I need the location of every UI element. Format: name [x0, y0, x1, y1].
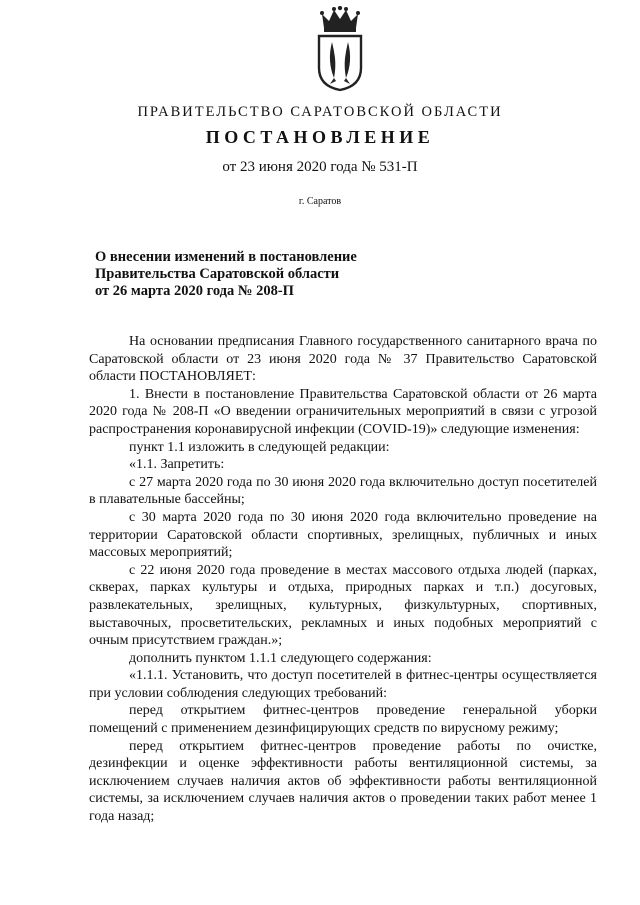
paragraph-recreation-places: с 22 июня 2020 года проведение в местах массового отдыха людей (парках, скверах, парках культуры и отдыха, природных парках и т.п.) досуговых, развлекательных, зрелищных, культурных, физкультурных, спортивных, выставочных, просветительских, рекламных и иных подобных мероприятий с очным присутствием граждан.»; [89, 562, 597, 649]
paragraph-amend: 1. Внести в постановление Правительства Саратовской области от 26 марта 2020 года № 208-П «О введении ограничительных мероприятий в связи с угрозой распространения коронавирусной инфекции (COVID-19)» следующие изменения: [89, 386, 597, 437]
title-line-1: О внесении изменений в постановление [95, 249, 357, 265]
paragraph-mass-events: с 30 марта 2020 года по 30 июня 2020 года включительно проведение на территории Саратовской области спортивных, зрелищных, публичных и иных массовых мероприятий; [89, 509, 597, 561]
saratov-coat-of-arms-icon [314, 6, 366, 92]
title-line-2: Правительства Саратовской области [95, 266, 340, 282]
document-title [95, 249, 415, 300]
title-line-3: от 26 марта 2020 года № 208-П [95, 283, 294, 299]
paragraph-cleaning: перед открытием фитнес-центров проведение генеральной уборки помещений с применением дезинфицирующих средств по вирусному режиму; [89, 703, 597, 737]
paragraph-prohibit: «1.1. Запретить: [129, 457, 225, 473]
paragraph-basis: На основании предписания Главного государственного санитарного врача по Саратовской области от 23 июня 2020 года № 37 Правительство Саратовской области ПОСТАНОВЛЯЕТ: [89, 334, 597, 385]
document-date-number: от 23 июня 2020 года № 531-П [222, 159, 418, 175]
document-body [89, 333, 597, 826]
paragraph-pools: с 27 марта 2020 года по 30 июня 2020 года включительно доступ посетителей в плавательные бассейны; [89, 474, 597, 508]
paragraph-ventilation: перед открытием фитнес-центров проведение работы по очистке, дезинфекции и оценке эффективности работы вентиляционной системы, за исключением случаев наличия актов об эффективности работы вентиляционной системы, за исключением случаев наличия актов о проведении таких работ менее 1 года назад; [89, 738, 597, 825]
paragraph-item-1-1-1-intro: дополнить пунктом 1.1.1 следующего содержания: [129, 650, 432, 666]
document-city: г. Саратов [298, 196, 342, 207]
government-name: ПРАВИТЕЛЬСТВО САРАТОВСКОЙ ОБЛАСТИ [137, 104, 503, 120]
document-type: ПОСТАНОВЛЕНИЕ [205, 127, 435, 147]
paragraph-fitness-access: «1.1.1. Установить, что доступ посетителей в фитнес-центры осуществляется при условии соблюдения следующих требований: [89, 668, 597, 701]
paragraph-item-1-1-intro: пункт 1.1 изложить в следующей редакции: [129, 439, 390, 455]
